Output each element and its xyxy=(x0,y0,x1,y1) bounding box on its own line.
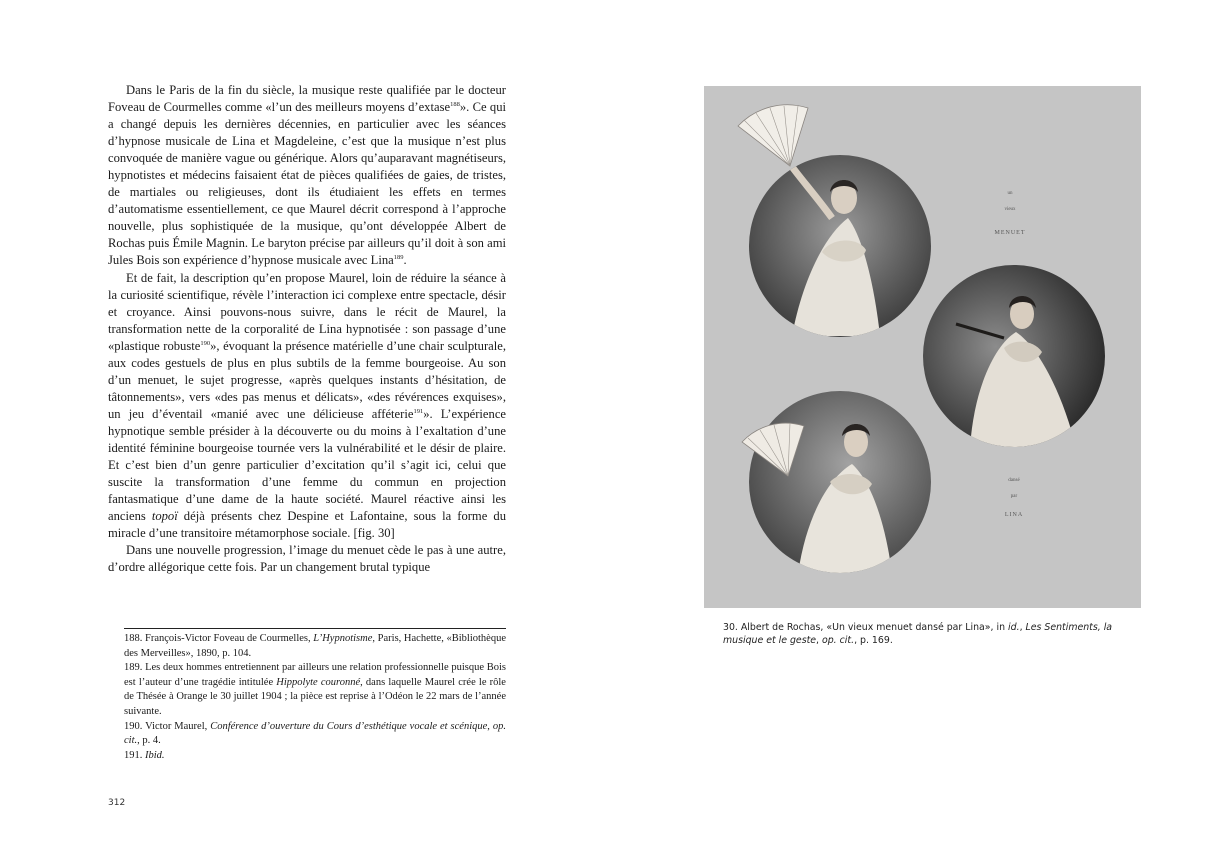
paragraph-3: Dans une nouvelle progression, l’image du menuet cède le pas à une autre, d’ordre allégorique cette fois. Par un changement brutal typique xyxy=(108,543,506,575)
footnotes xyxy=(124,628,506,763)
footnote-190: 190. Victor Maurel, Conférence d’ouverture du Cours d’esthétique vocale et scénique, op. cit., p. 4. xyxy=(124,720,507,747)
body-text xyxy=(108,82,506,576)
paragraph-1: Dans le Paris de la fin du siècle, la musique reste qualifiée par le docteur Foveau de Courmelles comme «l’un des meilleurs moyens d’extase$^{188}$». Ce qui a changé depuis les dernières décennies, en particulier avec les séances d’hypnose musicale de Lina et Magdeleine, c’est que la musique n’est plus convoquée de manière vague ou générique. Alors qu’auparavant magnétiseurs, hypnotistes et médecins faisaient état de pièces qualifiées de gaies, de tristes, de martiales ou religieuses, dont ils étudiaient les effets en termes d’automatisme essentiellement, ce que Maurel décrit correspond à l’approche nouvelle, plus sophistiquée de la musique, qu’ont développée Albert de Rochas puis Émile Magnin. Le baryton précise par ailleurs qu’il doit à son ami Jules Bois son expérience d’hypnose musicale avec Lina$^{189}$. xyxy=(108,83,506,268)
page-number: 312 xyxy=(108,798,126,808)
figure-plate[interactable] xyxy=(704,86,1141,608)
footnote-ref-188[interactable]: 188 xyxy=(450,100,460,108)
medallion-photo-2 xyxy=(923,265,1105,448)
figure-caption: 30. Albert de Rochas, «Un vieux menuet dansé par Lina», in id., Les Sentiments, la musique et le geste, op. cit., p. 169. xyxy=(723,622,1113,647)
footnote-ref-189[interactable]: 189 xyxy=(393,254,404,262)
footnote-ref-191[interactable]: 191 xyxy=(413,407,424,415)
plate-credit-line-2: par xyxy=(1010,494,1018,499)
paragraph-2: Et de fait, la description qu’en propose Maurel, loin de réduire la séance à la curiosité scientifique, révèle l’interaction ici complexe entre spectacle, désir et croyance. Ainsi pouvons-nous suivre, dans le récit de Maurel, la transformation nette de la corporalité de Lina hypnotisée : son passage d’une «plastique robuste$^{190}$», évoquant la présence matérielle d’une chair sculpturale, aux codes gestuels de plus en plus subtils de la femme bourgeoise. Au son d’un menuet, le sujet progresse, «après quelques instants d’hésitation, de tâtonnements», vers «des pas menus et délicats», «des révérences exquises», un jeu d’éventail «manié avec une délicieuse afféterie$^{191}$». L’expérience hypnotique semble présider à la découverte ou du moins à l’exaltation d’une identité féminine bourgeoise tournée vers la vulnérabilité et le désir de plaire. Et c’est bien d’un genre particulier d’excitation qu’il s’agit ici, celui que suscite la transformation d’une femme du commun en projection fantasmatique d’une dame de la haute société. Maurel réactive ainsi les anciens topoï déjà présents chez Despine et Lafontaine, sous la forme du miracle d’une transitoire métamorphose sociale. [fig. 30] xyxy=(108,270,506,541)
figure-plate-image xyxy=(704,86,1141,608)
plate-title-line-1: un xyxy=(1007,191,1013,196)
footnote-ref-190[interactable]: 190 xyxy=(200,339,211,347)
plate-credit-line-3: LINA xyxy=(1004,512,1024,518)
plate-credit-line-1: dansé xyxy=(1008,478,1020,483)
footnote-191: 191. Ibid. xyxy=(124,749,165,761)
footnote-188: 188. François-Victor Foveau de Courmelles, L’Hypnotisme, Paris, Hachette, «Bibliothèque des Merveilles», 1890, p. 104. xyxy=(124,633,506,659)
plate-title-line-3: MENUET xyxy=(994,230,1026,236)
footnote-189: 189. Les deux hommes entretiennent par ailleurs une relation professionnelle puisque Bois est l’auteur d’une tragédie intitulée Hippolyte couronné, dans laquelle Maurel crée le rôle de Thésée à Orange le 30 juillet 1904 ; la pièce est reprise à l’Odéon le 22 mars de l’année suivante. xyxy=(124,662,506,717)
right-page xyxy=(614,0,1228,866)
plate-title-line-2: vieux xyxy=(1004,207,1016,212)
